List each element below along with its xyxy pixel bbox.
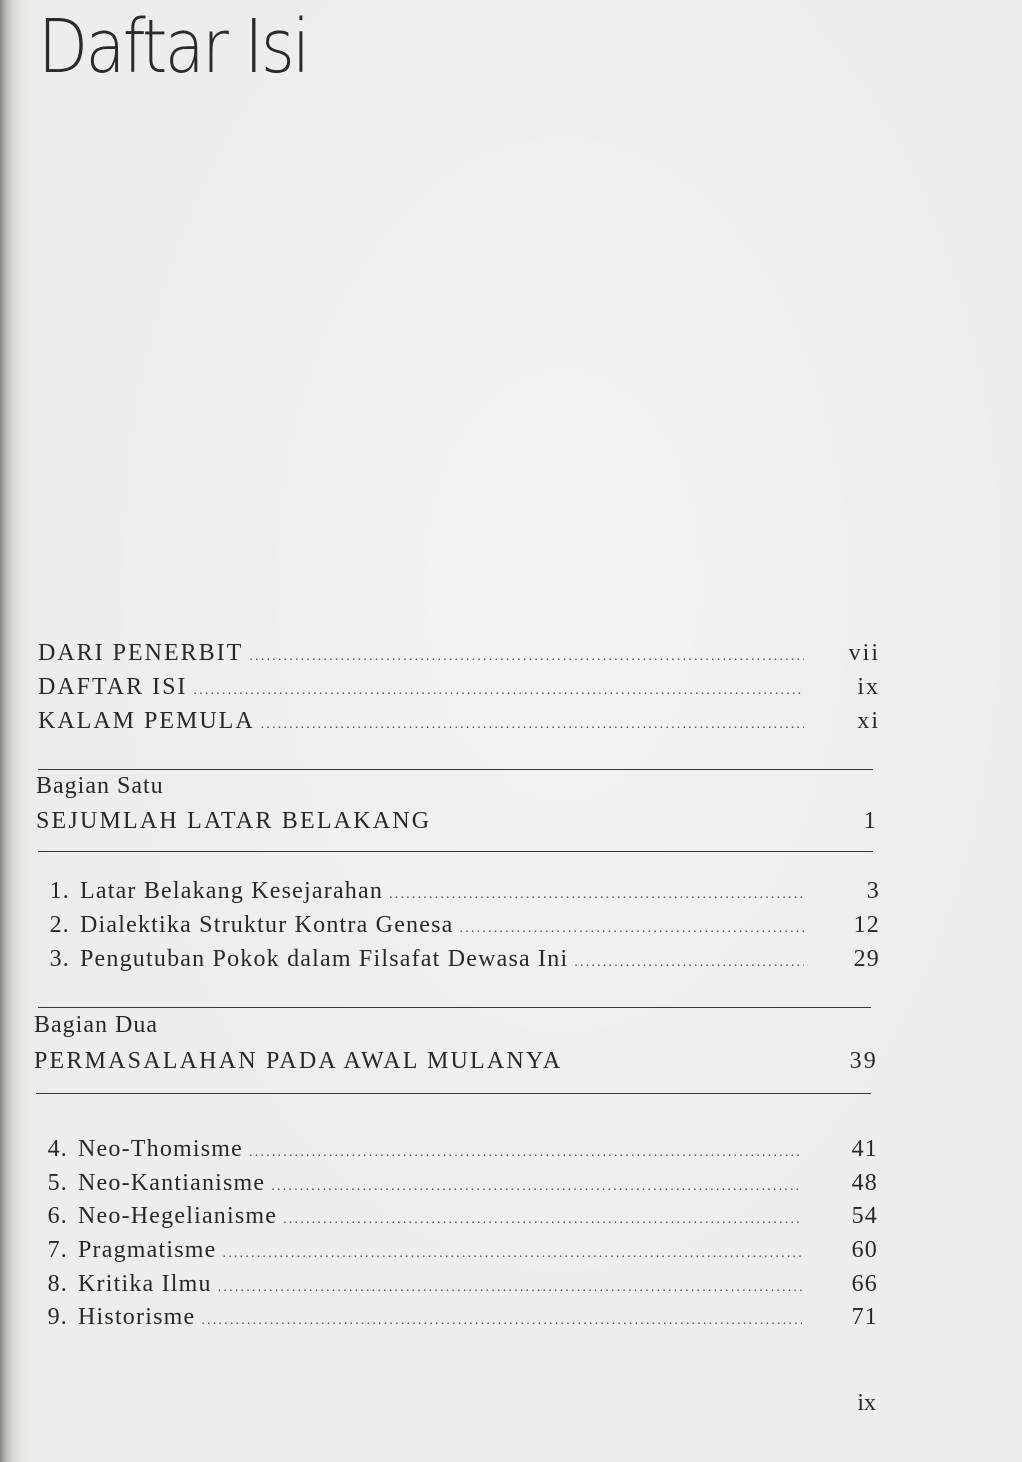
toc-entry-chapter[interactable] <box>36 1136 878 1163</box>
toc-entry-label: KALAM PEMULA <box>38 708 255 734</box>
chapter-page: 71 <box>851 1304 878 1330</box>
part-page: 1 <box>863 808 878 834</box>
chapter-title: Kritika Ilmu <box>78 1271 212 1297</box>
leader-dots <box>271 1179 802 1195</box>
toc-entry-front-matter[interactable] <box>38 640 880 667</box>
chapter-page: 41 <box>851 1136 878 1162</box>
chapter-number: 2. <box>49 912 70 938</box>
leader-dots <box>218 1280 802 1296</box>
toc-entry-front-matter[interactable] <box>38 674 880 701</box>
chapter-page: 12 <box>853 912 880 938</box>
toc-entry-label: DAFTAR ISI <box>38 674 188 700</box>
leader-dots <box>283 1212 802 1228</box>
page-number-footer: ix <box>857 1390 876 1416</box>
chapter-number: 9. <box>47 1304 68 1330</box>
part-page: 39 <box>849 1048 878 1074</box>
chapter-number: 1. <box>49 878 70 904</box>
section-rule <box>38 769 873 770</box>
section-rule <box>38 851 873 852</box>
toc-entry-front-matter[interactable] <box>38 708 880 735</box>
chapter-page: 29 <box>853 946 880 972</box>
part-title: PERMASALAHAN PADA AWAL MULANYA <box>34 1048 563 1074</box>
toc-entry-page: vii <box>848 640 880 666</box>
chapter-title: Pragmatisme <box>78 1237 217 1263</box>
chapter-page: 48 <box>851 1170 878 1196</box>
chapter-title: Neo-Hegelianisme <box>78 1203 278 1229</box>
chapter-title: Neo-Kantianisme <box>78 1170 266 1196</box>
chapter-page: 3 <box>866 878 880 904</box>
section-rule <box>38 1007 871 1008</box>
chapter-number: 8. <box>47 1271 68 1297</box>
leader-dots <box>389 887 804 903</box>
toc-entry-page: xi <box>857 708 880 734</box>
leader-dots <box>261 717 804 733</box>
leader-dots <box>249 1145 802 1161</box>
chapter-number: 4. <box>47 1136 68 1162</box>
leader-dots <box>223 1246 802 1262</box>
chapter-title: Pengutuban Pokok dalam Filsafat Dewasa Ini <box>80 946 569 972</box>
chapter-number: 3. <box>49 946 70 972</box>
chapter-number: 5. <box>47 1170 68 1196</box>
chapter-title: Latar Belakang Kesejarahan <box>80 878 384 904</box>
toc-entry-page: ix <box>857 674 880 700</box>
leader-dots <box>574 955 804 971</box>
part-label: Bagian Satu <box>36 773 164 799</box>
leader-dots <box>249 649 804 665</box>
leader-dots <box>193 683 804 699</box>
leader-dots <box>201 1313 802 1329</box>
chapter-title: Neo-Thomisme <box>78 1136 244 1162</box>
chapter-number: 6. <box>47 1203 68 1229</box>
chapter-title: Dialektika Struktur Kontra Genesa <box>80 912 454 938</box>
toc-entry-chapter[interactable] <box>38 878 880 905</box>
leader-dots <box>460 921 804 937</box>
part-label: Bagian Dua <box>34 1012 158 1038</box>
toc-entry-chapter[interactable] <box>38 946 880 973</box>
page-title: Daftar Isi <box>38 4 308 90</box>
toc-entry-chapter[interactable] <box>36 1271 878 1298</box>
part-title-row[interactable] <box>36 808 878 835</box>
toc-entry-chapter[interactable] <box>36 1170 878 1197</box>
section-rule <box>36 1093 871 1094</box>
part-title-row[interactable] <box>34 1048 878 1075</box>
toc-entry-chapter[interactable] <box>36 1237 878 1264</box>
toc-entry-label: DARI PENERBIT <box>38 640 244 666</box>
chapter-number: 7. <box>47 1237 68 1263</box>
chapter-page: 66 <box>851 1271 878 1297</box>
toc-entry-chapter[interactable] <box>36 1304 878 1331</box>
chapter-title: Historisme <box>78 1304 196 1330</box>
toc-entry-chapter[interactable] <box>38 912 880 939</box>
chapter-page: 60 <box>851 1237 878 1263</box>
part-title: SEJUMLAH LATAR BELAKANG <box>36 808 432 834</box>
chapter-page: 54 <box>851 1203 878 1229</box>
toc-entry-chapter[interactable] <box>36 1203 878 1230</box>
